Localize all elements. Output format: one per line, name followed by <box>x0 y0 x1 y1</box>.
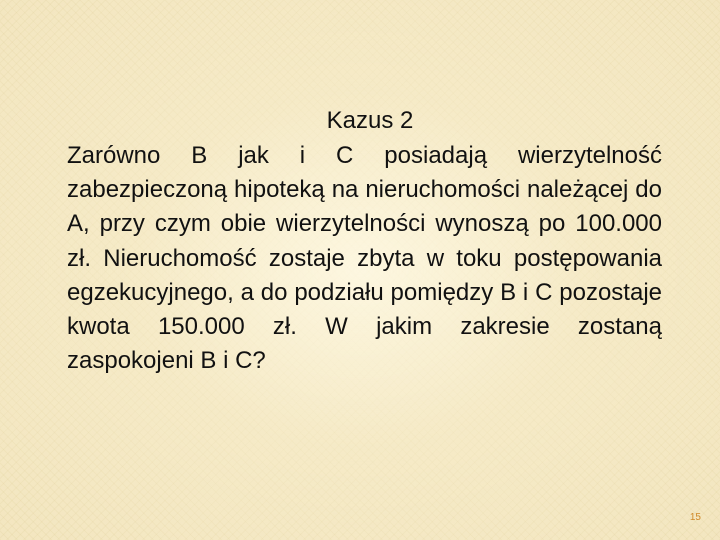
slide-number: 15 <box>689 512 701 523</box>
case-description: Zarówno B jak i C posiadają wierzytelność zabezpieczoną hipoteką na nieruchomości należącej do A, przy czym obie wierzytelności wynoszą po 100.000 zł. Nieruchomość zostaje zbyta w toku postępowania egzekucyjnego, a do podziału pomiędzy B i C pozostaje kwota 150.000 zł. W jakim zakresie zostaną zaspokojeni B i C? <box>67 142 662 375</box>
slide-title: Kazus 2 <box>326 107 414 134</box>
